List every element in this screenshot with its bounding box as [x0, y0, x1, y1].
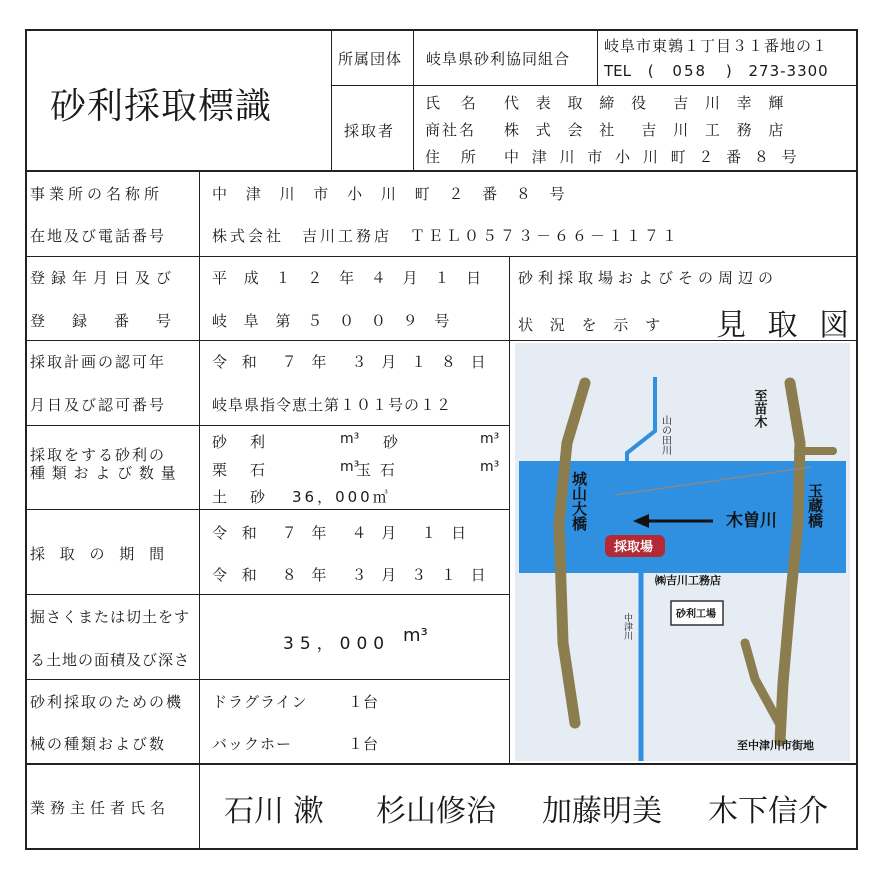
hline-2	[25, 256, 858, 257]
gravel-item-3: 栗 石	[212, 461, 270, 479]
supervisor-names	[224, 786, 844, 829]
office-label-1: 事業所の名称所	[30, 185, 164, 203]
map-heading-line2: 状 況 を 示 す	[518, 316, 667, 334]
label-company: ㈱吉川工務店	[655, 574, 721, 587]
machines-label-1: 砂利採取のための機	[30, 693, 184, 711]
period-start: 令 和 ７ 年 ４ 月 １ 日	[212, 524, 472, 542]
gravel-unit-4: m³	[480, 459, 500, 475]
label-site: 採取場	[614, 540, 654, 555]
collector-label: 採取者	[344, 122, 396, 140]
excavation-value: 35，000	[283, 634, 391, 654]
page-title: 砂利採取標識	[50, 86, 273, 127]
machine-2-name: バックホー	[212, 735, 293, 753]
gravel-label-2: 種 類 お よ び 数 量	[30, 464, 177, 482]
supervisor-name-2: 杉山修治	[376, 794, 496, 829]
collector-name-label: 氏 名	[425, 94, 484, 112]
vline-header-3	[597, 29, 598, 86]
hline-5	[25, 509, 510, 510]
label-naegi: 至苗木	[751, 389, 767, 428]
collector-address-value: 中 津 川 市 小 川 町 ２ 番 ８ 号	[504, 148, 801, 166]
machine-2-count: １台	[348, 735, 379, 753]
registration-label-2: 登 録 番 号	[30, 312, 178, 330]
label-yamanota: 山の田川	[659, 415, 671, 455]
label-joyama: 城山大橋	[570, 471, 588, 531]
tel-label: TEL	[604, 62, 631, 80]
site-map	[515, 343, 850, 761]
permit-label-2: 月日及び認可番号	[30, 396, 167, 414]
supervisor-name-3: 加藤明美	[542, 794, 662, 829]
border-right	[856, 29, 858, 850]
affiliation-name: 岐阜県砂利協同組合	[426, 50, 571, 68]
registration-label-1: 登録年月日及び	[30, 269, 178, 287]
excavation-unit: m³	[403, 625, 428, 646]
permit-date: 令 和 ７ 年 ３ 月 １ ８ 日	[212, 353, 491, 371]
hline-1	[25, 170, 858, 172]
vline-label-col	[199, 170, 200, 850]
hline-header-mid	[331, 85, 858, 86]
gravel-soil-name: 土 砂	[212, 488, 270, 506]
border-left	[25, 29, 27, 850]
affiliation-label: 所属団体	[338, 50, 403, 68]
gravel-item-2: 砂	[383, 433, 404, 451]
map-heading-line1: 砂利採取場およびその周辺の	[518, 269, 779, 287]
period-end: 令 和 ８ 年 ３ 月 ３ １ 日	[212, 566, 491, 584]
collector-name-value: 代 表 取 締 役 吉 川 幸 輝	[504, 94, 790, 112]
gravel-unit-1: m³	[340, 431, 360, 447]
permit-number: 岐阜県指令恵土第１０１号の１２	[212, 396, 453, 414]
period-label: 採 取 の 期 間	[30, 545, 170, 563]
label-nakatsu: 中津川	[622, 613, 632, 640]
vline-header-2	[413, 29, 414, 171]
border-top	[25, 29, 858, 31]
gravel-item-1: 砂 利	[212, 433, 270, 451]
label-kiso: 木曽川	[726, 511, 777, 531]
machine-1-count: １台	[348, 693, 379, 711]
gravel-label-1: 採取をする砂利の	[30, 446, 167, 464]
collector-address-label: 住 所	[425, 148, 484, 166]
gravel-item-4: 玉 石	[356, 461, 397, 479]
affiliation-tel	[604, 62, 829, 80]
label-factory: 砂利工場	[676, 609, 716, 620]
tel-area-open: (	[647, 62, 654, 80]
registration-number: 岐 阜 第 ５ ０ ０ ９ 号	[212, 312, 456, 330]
excavation-label-1: 掘さくまたは切土をす	[30, 608, 191, 626]
supervisor-name-1: 石川 漱	[224, 794, 324, 829]
office-address: 中 津 川 市 小 川 町 ２ 番 ８ 号	[212, 185, 572, 203]
excavation-label-2: る土地の面積及び深さ	[30, 651, 191, 669]
vline-map-col	[509, 256, 510, 765]
collector-company-value: 株 式 会 社 吉 川 工 務 店	[504, 121, 790, 139]
machine-1-name: ドラグライン	[212, 693, 308, 711]
supervisor-name-4: 木下信介	[708, 794, 828, 829]
tel-area: 058	[672, 62, 708, 80]
site-map-drawing	[515, 343, 850, 761]
hline-4	[25, 425, 510, 426]
vline-header-1	[331, 29, 332, 171]
registration-date: 平 成 １ ２ 年 ４ 月 １ 日	[212, 269, 488, 287]
office-company-tel: 株式会社 吉川工務店 ＴＥＬ０５７３－６６－１１７１	[212, 227, 681, 245]
border-bottom	[25, 848, 858, 850]
hline-7	[25, 679, 510, 680]
supervisors-label: 業務主任者氏名	[30, 799, 171, 817]
hline-6	[25, 594, 510, 595]
label-downtown: 至中津川市街地	[737, 739, 814, 752]
gravel-unit-2: m³	[480, 431, 500, 447]
machines-label-2: 械の種類および数	[30, 735, 167, 753]
affiliation-address: 岐阜市東鶉１丁目３１番地の１	[604, 37, 829, 55]
collector-company-label: 商社名	[425, 121, 477, 139]
label-tamakura: 玉蔵橋	[806, 483, 824, 528]
hline-8	[25, 763, 858, 765]
office-label-2: 在地及び電話番号	[30, 227, 167, 245]
map-heading-emphasis: 見 取 図	[716, 308, 856, 343]
gravel-unit-3: m³	[340, 459, 360, 475]
tel-area-close: )	[725, 62, 732, 80]
gravel-soil-amount: 36，000㎥	[292, 488, 391, 506]
permit-label-1: 採取計画の認可年	[30, 353, 167, 371]
tel-number: 273-3300	[748, 62, 829, 80]
